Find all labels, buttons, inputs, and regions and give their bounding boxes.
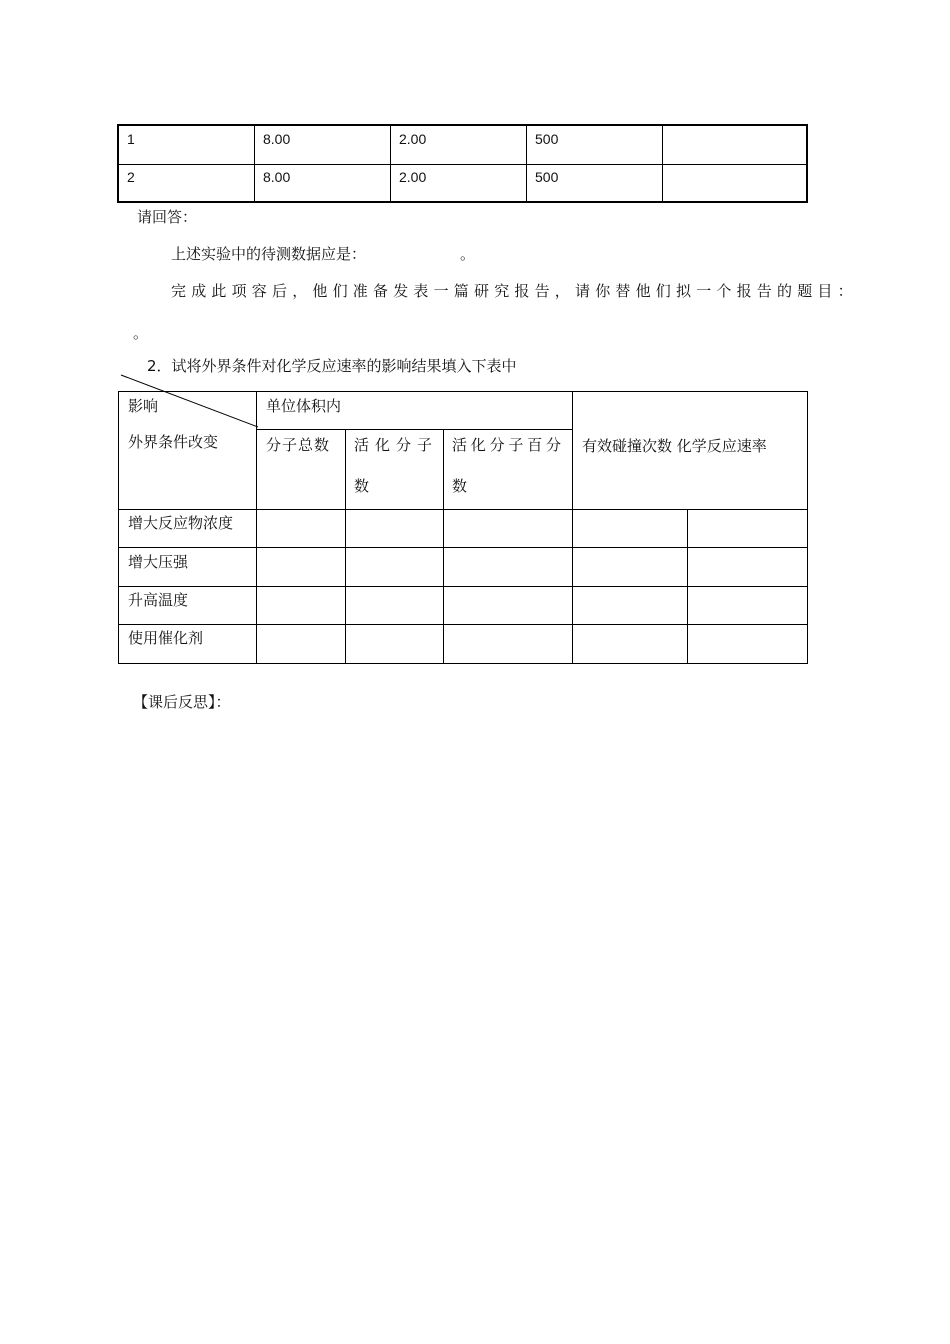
corner-header-bottom: 外界条件改变 [128, 433, 219, 451]
header-activated-molecules: 活化分子 [354, 436, 439, 454]
row-increase-concentration: 增大反应物浓度 [128, 514, 234, 532]
table-cell [663, 126, 806, 164]
after-class-reflection: 【课后反思】： [133, 693, 231, 711]
header-activated-percent-2: 数 [452, 477, 468, 495]
table-cell: 500 [527, 164, 663, 202]
table-row [119, 126, 806, 165]
table-cell: 8.00 [255, 126, 391, 164]
table-cell: 1 [119, 126, 255, 164]
group-header: 单位体积内 [266, 397, 342, 415]
question-report-title-end: 。 [133, 324, 149, 342]
please-answer-label: 请回答： [137, 208, 198, 226]
experiment-data-table [117, 124, 808, 203]
table-cell: 2.00 [391, 126, 527, 164]
header-activated-molecules-2: 数 [354, 477, 370, 495]
table-cell: 500 [527, 126, 663, 164]
table-row [119, 164, 806, 202]
question-pending-data-end: 。 [460, 245, 476, 263]
table-cell: 2.00 [391, 164, 527, 202]
table-cell: 8.00 [255, 164, 391, 202]
row-raise-temperature: 升高温度 [128, 591, 189, 609]
table-cell [663, 164, 806, 202]
corner-header-top: 影响 [128, 397, 159, 415]
question-report-title: 完成此项容后，他们准备发表一篇研究报告，请你替他们拟一个报告的题目： [171, 282, 858, 300]
question-pending-data: 上述实验中的待测数据应是： [171, 245, 367, 263]
header-total-molecules: 分子总数 [266, 436, 331, 454]
header-collisions-and-rate: 有效碰撞次数 化学反应速率 [582, 437, 767, 455]
question-2: 2．试将外界条件对化学反应速率的影响结果填入下表中 [147, 357, 517, 375]
table-cell: 2 [119, 164, 255, 202]
row-use-catalyst: 使用催化剂 [128, 629, 204, 647]
row-increase-pressure: 增大压强 [128, 553, 189, 571]
effect-table [118, 391, 808, 664]
header-activated-percent: 活化分子百分 [452, 436, 565, 454]
